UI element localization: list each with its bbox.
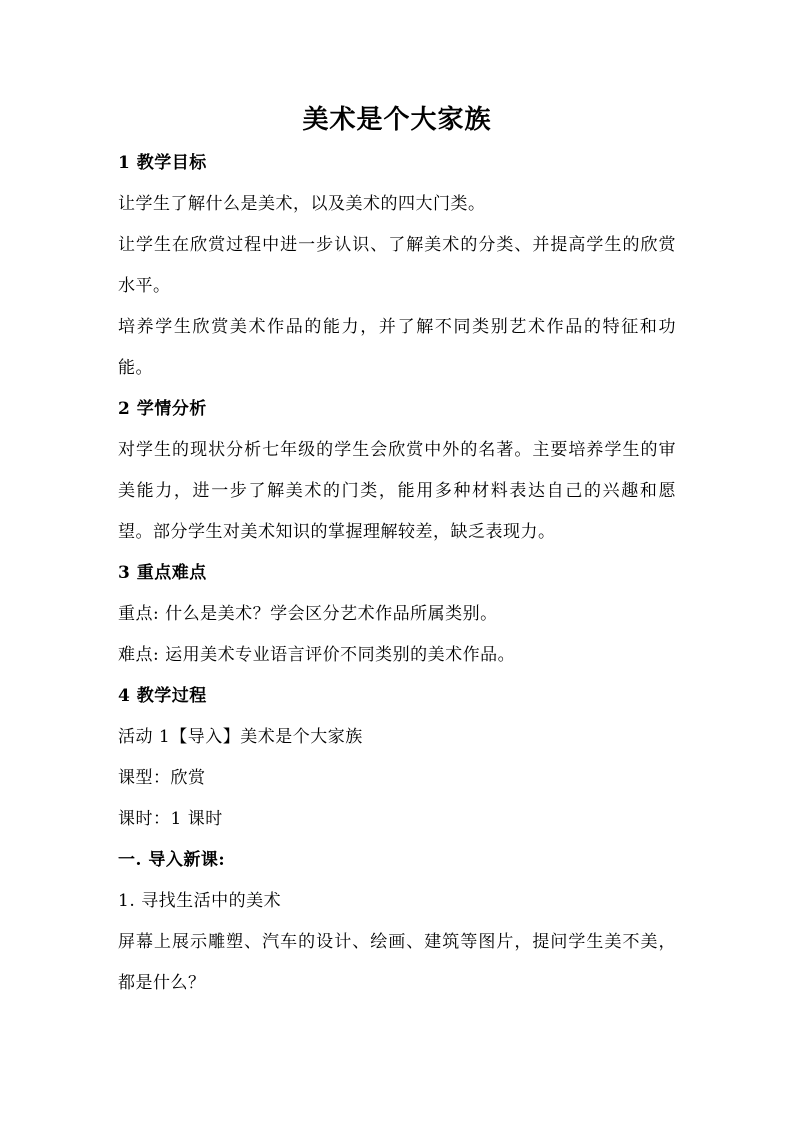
analysis-paragraph: 对学生的现状分析七年级的学生会欣赏中外的名著。主要培养学生的审美能力，进一步了解美术的门类，能用多种材料表达自己的兴趣和愿望。部分学生对美术知识的掌握理解较差，缺乏表现力。 — [118, 440, 676, 542]
difficulty-paragraph: 难点: 运用美术专业语言评价不同类别的美术作品。 — [118, 645, 516, 665]
objective-paragraph-3: 培养学生欣赏美术作品的能力，并了解不同类别艺术作品的特征和功能。 — [118, 317, 676, 378]
document-body — [118, 143, 676, 1004]
lesson-hours-line: 课时：1 课时 — [118, 809, 223, 829]
section-heading-key-points: 3 重点难点 — [118, 563, 207, 583]
objective-paragraph-1: 让学生了解什么是美术，以及美术的四大门类。 — [118, 194, 486, 214]
objective-paragraph-2: 让学生在欣赏过程中进一步认识、了解美术的分类、并提高学生的欣赏水平。 — [118, 235, 676, 296]
document-title: 美术是个大家族 — [302, 105, 492, 135]
key-point-paragraph: 重点: 什么是美术？学会区分艺术作品所属类别。 — [118, 604, 498, 624]
list-item-1: 1. 寻找生活中的美术 — [118, 891, 282, 911]
lesson-type-line: 课型：欣赏 — [118, 768, 206, 788]
section-heading-process: 4 教学过程 — [118, 686, 207, 706]
section-heading-objectives: 1 教学目标 — [118, 153, 207, 173]
subheading-introduction: 一. 导入新课: — [118, 850, 226, 870]
activity-line: 活动 1【导入】美术是个大家族 — [118, 727, 363, 747]
section-heading-analysis: 2 学情分析 — [118, 399, 207, 419]
list-item-1-text: 屏幕上展示雕塑、汽车的设计、绘画、建筑等图片，提问学生美不美，都是什么？ — [118, 932, 676, 993]
